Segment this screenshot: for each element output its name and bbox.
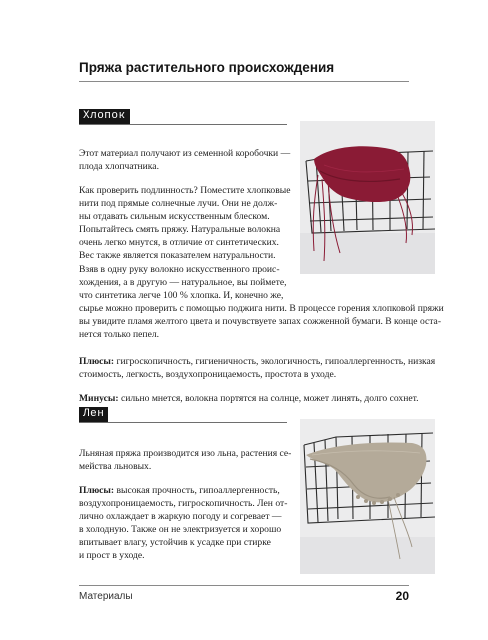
cotton-cons-paragraph xyxy=(79,392,419,405)
text-line: воздухопроницаемость, гигроскопичность. Лен от- xyxy=(79,498,288,510)
text-line: Попытайтесь смять пряжу. Натуральные волокна xyxy=(79,224,281,236)
footer-section-name: Материалы xyxy=(79,591,133,602)
text-line: очень легко мнутся, в отличие от синтетических. xyxy=(79,237,279,249)
page-title: Пряжа растительного происхождения xyxy=(79,60,335,75)
linen-photo xyxy=(300,419,435,574)
text-line: хождения, а в другую — натуральное, вы поймете, xyxy=(79,276,287,288)
text-line: нется только пепел. xyxy=(79,329,160,341)
text-line: Как проверить подлинность? Поместите хлопковые xyxy=(79,185,291,196)
text-line: впитывает влагу, устойчив к усадке при стирке xyxy=(79,537,271,549)
text-line: Льняная пряжа производится изо льна, растения се- xyxy=(79,448,292,459)
title-rule xyxy=(79,81,409,82)
text-line: вы увидите пламя желтого цвета и почувствуете запах сожженной бумаги. В конце оста- xyxy=(79,316,442,328)
cotton-section-rule xyxy=(79,124,287,125)
text-line: мейства льновых. xyxy=(79,461,152,473)
text-line: лично охлаждает в жаркую погоду и согревает — xyxy=(79,511,282,523)
cotton-photo-image xyxy=(300,121,435,274)
linen-section-rule xyxy=(79,422,287,423)
text-line: высокая прочность, гипоаллергенность, xyxy=(114,485,280,496)
linen-intro-paragraph xyxy=(79,447,292,473)
page-number: 20 xyxy=(395,589,409,603)
text-line: Взяв в одну руку волокно искусственного проис- xyxy=(79,263,280,275)
text-line: плода хлопчатника. xyxy=(79,161,159,173)
text-line: Вес также является показателем натуральности. xyxy=(79,250,276,262)
cotton-section-label: Хлопок xyxy=(79,109,130,124)
cotton-pros-label: Плюсы: xyxy=(79,356,115,367)
cotton-authenticity-paragraph-continued xyxy=(79,302,444,341)
text-line: ны отдавать сильным искусственным блеском. xyxy=(79,211,270,223)
cotton-cons-text: сильно мнется, волокна портятся на солнце, может линять, долго сохнет. xyxy=(118,393,419,404)
cotton-intro-paragraph xyxy=(79,147,291,173)
text-line: сырье можно проверить с помощью поджига нити. В процессе горения хлопковой пряжи xyxy=(79,303,444,314)
text-line: Этот материал получают из семенной коробочки — xyxy=(79,148,291,159)
text-line: и прост в уходе. xyxy=(79,550,145,562)
text-line: нити под прямые солнечные лучи. Они не долж- xyxy=(79,198,278,210)
linen-pros-paragraph xyxy=(79,484,288,563)
linen-photo-image xyxy=(300,419,435,574)
linen-pros-label: Плюсы: xyxy=(79,485,115,496)
cotton-pros-paragraph xyxy=(79,355,436,381)
text-line: что синтетика легче 100 % хлопка. И, конечно же, xyxy=(79,289,284,301)
text-line: стоимость, легкость, воздухопроницаемость, простота в уходе. xyxy=(79,369,337,381)
linen-section-label: Лен xyxy=(79,407,108,422)
cotton-authenticity-paragraph xyxy=(79,184,291,302)
text-line: в холодную. Также он не электризуется и хорошо xyxy=(79,524,282,536)
cotton-cons-label: Минусы: xyxy=(79,393,119,404)
text-line: гигроскопичность, гигиеничность, экологичность, гипоаллергенность, низкая xyxy=(114,356,436,367)
cotton-photo xyxy=(300,121,435,274)
footer-rule xyxy=(79,585,409,586)
